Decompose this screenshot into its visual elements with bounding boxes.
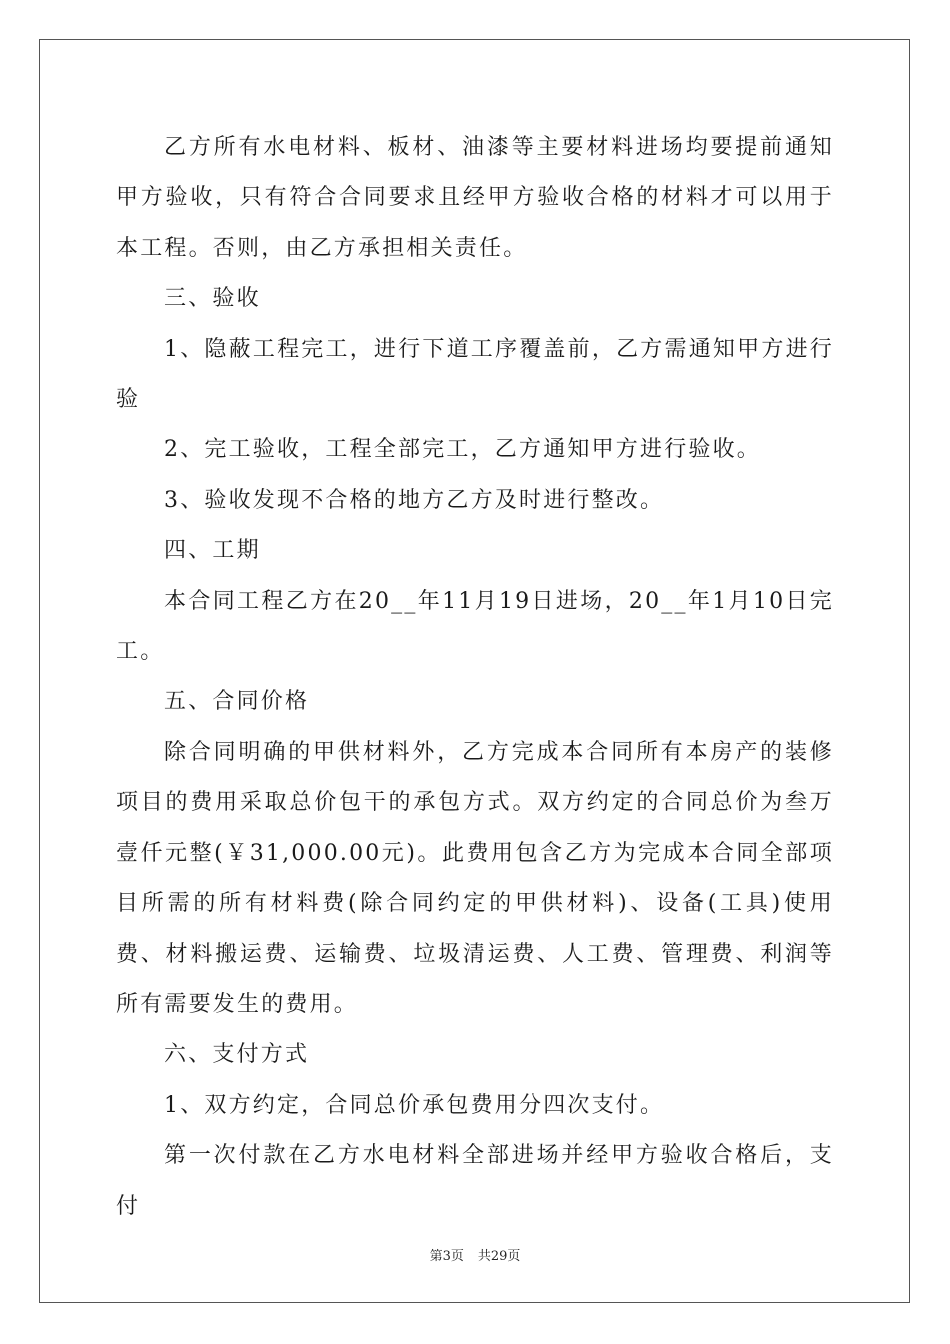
paragraph-payment-installments: 1、双方约定，合同总价承包费用分四次支付。 xyxy=(164,1092,665,1118)
document-body xyxy=(116,123,834,1232)
page-number: 第3页 xyxy=(429,1249,464,1264)
page-total: 共29页 xyxy=(477,1249,521,1264)
heading-payment-method: 六、支付方式 xyxy=(164,1042,310,1068)
paragraph-schedule-dates: 本合同工程乙方在20__年11月19日进场，20__年1月10日完工。 xyxy=(116,588,834,665)
paragraph-completion-acceptance: 2、完工验收，工程全部完工，乙方通知甲方进行验收。 xyxy=(164,437,761,463)
paragraph-rectification: 3、验收发现不合格的地方乙方及时进行整改。 xyxy=(164,487,665,513)
paragraph-first-payment: 第一次付款在乙方水电材料全部进场并经甲方验收合格后，支付 xyxy=(116,1143,834,1219)
heading-schedule: 四、工期 xyxy=(164,538,261,564)
heading-acceptance: 三、验收 xyxy=(164,286,261,312)
page-footer xyxy=(0,1248,950,1266)
paragraph-material-inspection: 乙方所有水电材料、板材、油漆等主要材料进场均要提前通知甲方验收，只有符合合同要求且经甲方验收合格的材料才可以用于本工程。否则，由乙方承担相关责任。 xyxy=(116,135,834,261)
heading-contract-price: 五、合同价格 xyxy=(164,689,310,715)
paragraph-contract-price: 除合同明确的甲供材料外，乙方完成本合同所有本房产的装修项目的费用采取总价包干的承包方式。双方约定的合同总价为叁万壹仟元整(￥31,000.00元)。此费用包含乙方为完成本合同全部项目所需的所有材料费(除合同约定的甲供材料)、设备(工具)使用费、材料搬运费、运输费、垃圾清运费、人工费、管理费、利润等所有需要发生的费用。 xyxy=(116,739,834,1017)
paragraph-hidden-works: 1、隐蔽工程完工，进行下道工序覆盖前，乙方需通知甲方进行验 xyxy=(116,336,834,413)
